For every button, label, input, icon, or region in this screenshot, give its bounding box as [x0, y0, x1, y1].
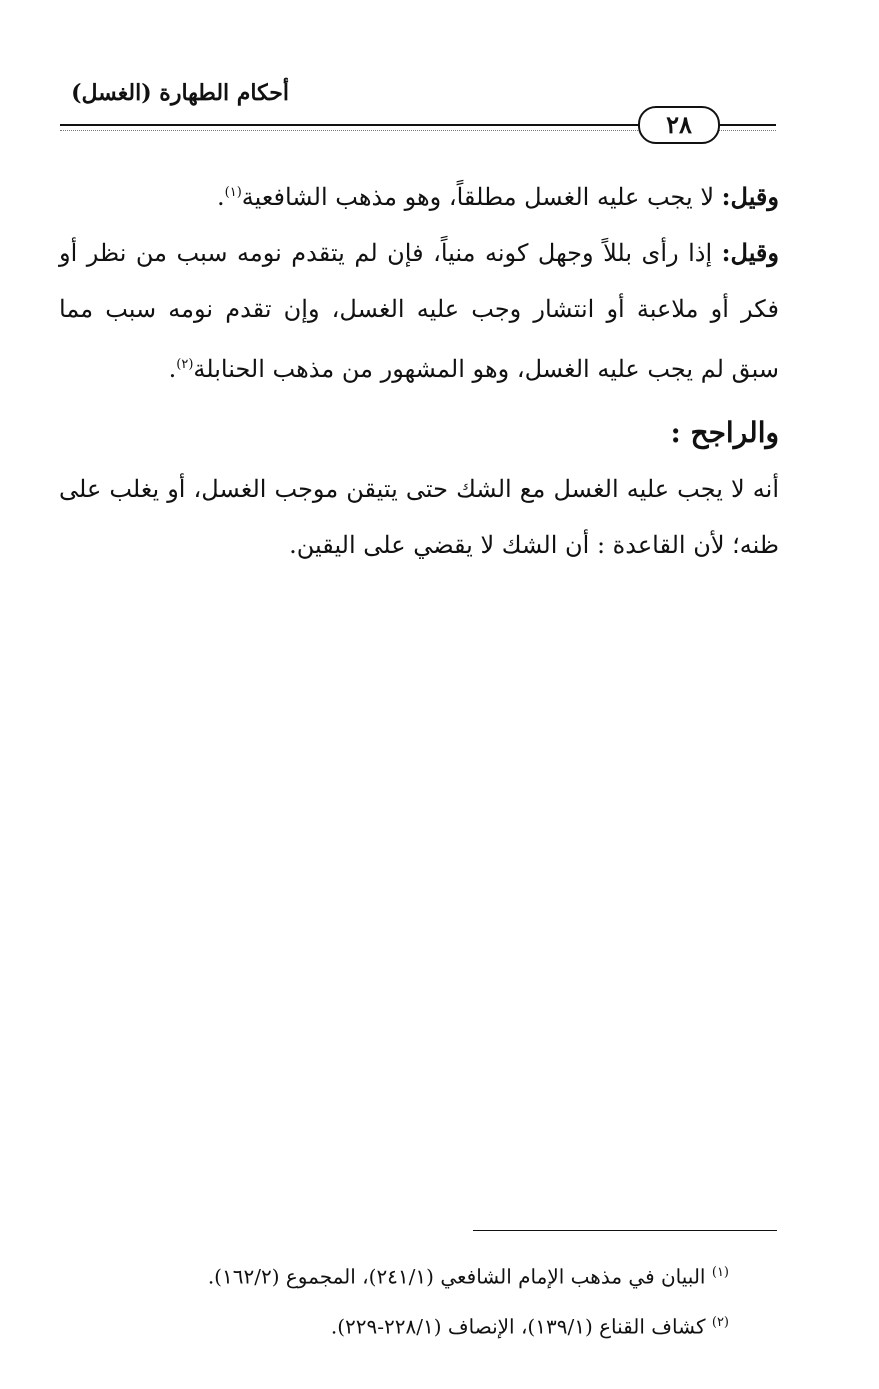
footnote-ref-2: (٢) [176, 357, 194, 372]
paragraph-1-lead: وقيل: [721, 182, 779, 211]
paragraph-1-end: . [217, 183, 225, 211]
paragraph-2-end: . [168, 355, 177, 383]
main-text [59, 165, 779, 573]
footnote-ref-1: (١) [224, 185, 242, 200]
paragraph-1-text: لا يجب عليه الغسل مطلقاً، وهو مذهب الشافعية [241, 183, 722, 211]
footnote-1-marker: (١) [711, 1265, 729, 1280]
section-heading: والراجح : [670, 416, 779, 449]
footnote-1 [79, 1250, 729, 1300]
page-number: ٢٨ [638, 106, 720, 144]
running-header-title: أحكام الطهارة (الغسل) [71, 80, 289, 106]
paragraph-2 [59, 225, 779, 397]
paragraph-2-text: إذا رأى بللاً وجهل كونه منياً، فإن لم يتقدم نومه سبب من نظر أو فكر أو ملاعبة أو انتشار وجب عليه الغسل، وإن تقدم نومه سبب مما سبق لم يجب عليه الغسل، وهو المشهور من مذهب الحنابلة [59, 239, 779, 383]
footnote-rule [473, 1230, 777, 1231]
footnote-2-text: كشاف القناع (١٣٩/١)، الإنصاف (٢٢٨/١-٢٢٩). [330, 1314, 706, 1339]
footnote-2 [79, 1300, 729, 1350]
paragraph-3: أنه لا يجب عليه الغسل مع الشك حتى يتيقن موجب الغسل، أو يغلب على ظنه؛ لأن القاعدة : أن الشك لا يقضي على اليقين. [59, 475, 779, 559]
footnote-2-marker: (٢) [711, 1314, 729, 1330]
paragraph-1 [59, 165, 779, 225]
paragraph-2-lead: وقيل: [721, 238, 779, 267]
footnote-1-text: البيان في مذهب الإمام الشافعي (٢٤١/١)، المجموع (١٦٢/٢). [207, 1264, 706, 1289]
footnotes [79, 1250, 729, 1349]
